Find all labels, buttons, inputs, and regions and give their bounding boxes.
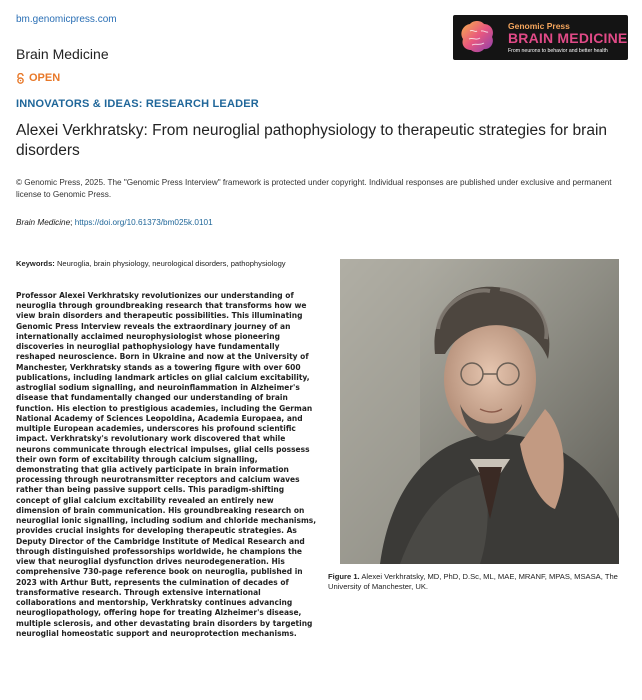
keywords: [16, 259, 316, 269]
figure-caption: [328, 572, 628, 593]
journal-name: Brain Medicine: [16, 46, 109, 62]
keywords-label: Keywords:: [16, 259, 55, 268]
citation: [16, 218, 213, 227]
figure-caption-text: Alexei Verkhratsky, MD, PhD, D.Sc, ML, MAE, MRANF, MPAS, MSASA, The University of Manchester, UK.: [328, 572, 618, 592]
abstract: Professor Alexei Verkhratsky revolutionizes our understanding of neuroglia through groundbreaking research that transforms how we view brain disorders and therapeutic possibilities. This illuminating Genomic Press Interview reveals the extraordinary journey of an internationally acclaimed neurophysiologist whose pioneering discoveries in neuroglial pathophysiology have fundamentally reshaped neuroscience. Born in Ukraine and now at the University of Manchester, Verkhratsky stands as a towering figure with over 600 publications, including landmark articles on glial calcium excitability, astroglial sodium signalling, and neuroinflammation in Alzheimer's disease that fundamentally changed our understanding of brain function. His election to prestigious academies, including the German National Academy of Sciences Leopoldina, Academia Europaea, and multiple European academies, underscores his profound scientific impact. Verkhratsky's revolutionary work discovered that while neurons communicate through electrical impulses, glial cells possess their own form of excitability through calcium signalling, demonstrating that glia actively participate in brain information processing through neurotransmitter receptors and calcium waves rather than being passive support cells. This paradigm-shifting concept of glial calcium excitability revealed an entirely new dimension of brain communication. His groundbreaking research on neuroglial ionic signalling, including sodium and chloride mechanisms, provides crucial insights for developing therapeutic strategies. As Deputy Director of the Cambridge Institute of Medical Research and through distinguished professorships worldwide, he champions the view that neuroglial dysfunction drives neurodegeneration. His comprehensive 730-page reference book on neuroglia, published in 2023 with Arthur Butt, represents the culmination of decades of transformative research. Through extensive international collaborations and mentorship, Verkhratsky continues advancing neurogliopathology, offering hope for treating Alzheimer's disease, multiple sclerosis, and other devastating brain disorders by targeting neuroglial homeostatic support and neuroprotection mechanisms.: [16, 291, 317, 638]
doi-link[interactable]: https://doi.org/10.61373/bm025k.0101: [74, 218, 213, 227]
article-title: Alexei Verkhratsky: From neuroglial pathophysiology to therapeutic strategies for brain disorders: [16, 122, 608, 159]
logo-publisher: Genomic Press: [508, 21, 570, 31]
figure-label: Figure 1.: [328, 572, 360, 581]
figure-photo: [340, 259, 619, 564]
citation-separator: ;: [70, 218, 75, 227]
site-url[interactable]: bm.genomicpress.com: [16, 14, 117, 25]
logo-journal: BRAIN MEDICINE: [508, 30, 628, 46]
open-access-label: OPEN: [29, 72, 61, 84]
journal-logo: [453, 15, 628, 60]
keywords-text: Neuroglia, brain physiology, neurological disorders, pathophysiology: [54, 259, 286, 268]
open-access-badge: [16, 72, 60, 84]
section-label: INNOVATORS & IDEAS: RESEARCH LEADER: [16, 98, 259, 110]
citation-journal: Brain Medicine: [16, 218, 71, 227]
brain-logo-icon: [457, 19, 497, 56]
copyright-notice: © Genomic Press, 2025. The "Genomic Press Interview" framework is protected under copyright. Individual responses are published under exclusive and permanent license to Genomic Press.: [16, 178, 612, 199]
open-lock-icon: [16, 73, 25, 84]
logo-tagline: From neurons to behavior and better health: [508, 48, 608, 54]
